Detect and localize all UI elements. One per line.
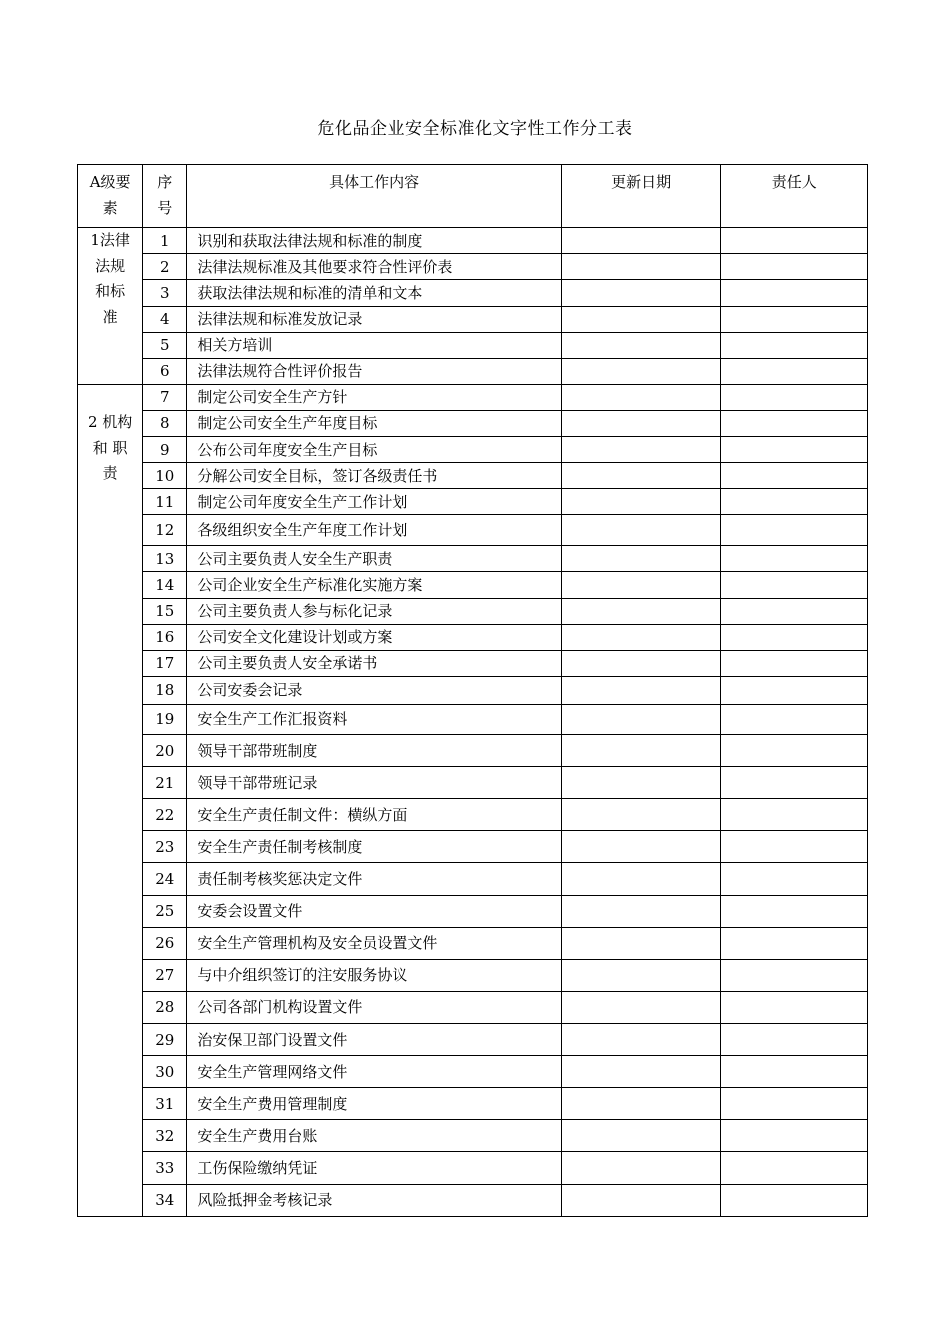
row-responsible-cell bbox=[721, 704, 868, 734]
row-date-cell bbox=[561, 863, 721, 895]
row-task: 分解公司安全目标，签订各级责任书 bbox=[187, 463, 561, 489]
row-responsible-cell bbox=[721, 1152, 868, 1184]
row-responsible-cell bbox=[721, 332, 868, 358]
row-date-cell bbox=[561, 1152, 721, 1184]
row-date-cell bbox=[561, 228, 721, 254]
row-number: 6 bbox=[143, 358, 187, 384]
row-number: 28 bbox=[143, 991, 187, 1023]
table-row bbox=[78, 624, 868, 650]
row-date-cell bbox=[561, 463, 721, 489]
row-task: 制定公司安全生产年度目标 bbox=[187, 410, 561, 436]
table-row bbox=[78, 799, 868, 831]
row-number: 10 bbox=[143, 463, 187, 489]
row-number: 17 bbox=[143, 650, 187, 676]
row-responsible-cell bbox=[721, 624, 868, 650]
header-element bbox=[78, 165, 143, 228]
header-element-line: 素 bbox=[102, 199, 118, 217]
row-date-cell bbox=[561, 799, 721, 831]
row-number: 2 bbox=[143, 254, 187, 280]
table-row bbox=[78, 228, 868, 254]
row-number: 18 bbox=[143, 676, 187, 704]
row-responsible-cell bbox=[721, 358, 868, 384]
row-responsible-cell bbox=[721, 254, 868, 280]
row-responsible-cell bbox=[721, 650, 868, 676]
table-row bbox=[78, 306, 868, 332]
table-row bbox=[78, 598, 868, 624]
table-row bbox=[78, 676, 868, 704]
table-row bbox=[78, 463, 868, 489]
header-element-line: A级要 bbox=[89, 173, 131, 191]
row-number: 1 bbox=[143, 228, 187, 254]
row-responsible-cell bbox=[721, 676, 868, 704]
row-task: 领导干部带班制度 bbox=[187, 735, 561, 767]
table-row bbox=[78, 410, 868, 436]
header-date: 更新日期 bbox=[561, 165, 721, 228]
row-number: 34 bbox=[143, 1184, 187, 1216]
row-responsible-cell bbox=[721, 546, 868, 572]
row-responsible-cell bbox=[721, 515, 868, 546]
row-number: 32 bbox=[143, 1120, 187, 1152]
row-number: 7 bbox=[143, 384, 187, 410]
row-date-cell bbox=[561, 515, 721, 546]
row-number: 3 bbox=[143, 280, 187, 306]
row-task: 与中介组织签订的注安服务协议 bbox=[187, 959, 561, 991]
header-number-line: 序 bbox=[157, 173, 173, 191]
header-number-line: 号 bbox=[157, 199, 173, 217]
row-task: 安全生产工作汇报资料 bbox=[187, 704, 561, 734]
row-date-cell bbox=[561, 280, 721, 306]
table-row bbox=[78, 1152, 868, 1184]
table-body bbox=[78, 165, 868, 1217]
table-row bbox=[78, 927, 868, 959]
table-row bbox=[78, 384, 868, 410]
row-responsible-cell bbox=[721, 410, 868, 436]
table-row bbox=[78, 895, 868, 927]
row-date-cell bbox=[561, 489, 721, 515]
row-responsible-cell bbox=[721, 280, 868, 306]
row-number: 31 bbox=[143, 1088, 187, 1120]
row-responsible-cell bbox=[721, 436, 868, 462]
row-responsible-cell bbox=[721, 831, 868, 863]
row-responsible-cell bbox=[721, 799, 868, 831]
header-responsible: 责任人 bbox=[721, 165, 868, 228]
element-group-line: 法规 bbox=[95, 256, 126, 275]
row-responsible-cell bbox=[721, 959, 868, 991]
row-task: 公司主要负责人安全承诺书 bbox=[187, 650, 561, 676]
row-task: 公司主要负责人安全生产职责 bbox=[187, 546, 561, 572]
table-row bbox=[78, 1024, 868, 1056]
table-row bbox=[78, 991, 868, 1023]
row-task: 各级组织安全生产年度工作计划 bbox=[187, 515, 561, 546]
row-responsible-cell bbox=[721, 228, 868, 254]
row-responsible-cell bbox=[721, 489, 868, 515]
document-title: 危化品企业安全标准化文字性工作分工表 bbox=[317, 119, 633, 139]
row-responsible-cell bbox=[721, 463, 868, 489]
row-number: 11 bbox=[143, 489, 187, 515]
row-date-cell bbox=[561, 1088, 721, 1120]
row-date-cell bbox=[561, 895, 721, 927]
table-row bbox=[78, 863, 868, 895]
row-task: 治安保卫部门设置文件 bbox=[187, 1024, 561, 1056]
table-row bbox=[78, 546, 868, 572]
row-date-cell bbox=[561, 306, 721, 332]
row-number: 15 bbox=[143, 598, 187, 624]
row-number: 21 bbox=[143, 767, 187, 799]
table-row bbox=[78, 650, 868, 676]
row-task: 领导干部带班记录 bbox=[187, 767, 561, 799]
element-group-cell bbox=[78, 228, 143, 385]
row-number: 20 bbox=[143, 735, 187, 767]
row-task: 公司安委会记录 bbox=[187, 676, 561, 704]
row-task: 安全生产责任制考核制度 bbox=[187, 831, 561, 863]
row-task: 法律法规符合性评价报告 bbox=[187, 358, 561, 384]
row-task: 法律法规标准及其他要求符合性评价表 bbox=[187, 254, 561, 280]
row-date-cell bbox=[561, 598, 721, 624]
row-responsible-cell bbox=[721, 991, 868, 1023]
row-number: 27 bbox=[143, 959, 187, 991]
row-task: 识别和获取法律法规和标准的制度 bbox=[187, 228, 561, 254]
row-number: 33 bbox=[143, 1152, 187, 1184]
header-row bbox=[78, 165, 868, 228]
table-row bbox=[78, 358, 868, 384]
table-row bbox=[78, 436, 868, 462]
row-date-cell bbox=[561, 436, 721, 462]
row-task: 安委会设置文件 bbox=[187, 895, 561, 927]
row-date-cell bbox=[561, 332, 721, 358]
table-row bbox=[78, 831, 868, 863]
row-task: 公司各部门机构设置文件 bbox=[187, 991, 561, 1023]
row-date-cell bbox=[561, 546, 721, 572]
row-responsible-cell bbox=[721, 572, 868, 598]
row-number: 19 bbox=[143, 704, 187, 734]
element-group-line: 2 机构 bbox=[87, 413, 133, 432]
row-task: 法律法规和标准发放记录 bbox=[187, 306, 561, 332]
row-responsible-cell bbox=[721, 927, 868, 959]
row-responsible-cell bbox=[721, 1088, 868, 1120]
row-date-cell bbox=[561, 831, 721, 863]
table-row bbox=[78, 1088, 868, 1120]
row-task: 工伤保险缴纳凭证 bbox=[187, 1152, 561, 1184]
row-number: 30 bbox=[143, 1056, 187, 1088]
row-responsible-cell bbox=[721, 1120, 868, 1152]
row-date-cell bbox=[561, 991, 721, 1023]
row-number: 9 bbox=[143, 436, 187, 462]
table-row bbox=[78, 489, 868, 515]
element-group-line: 和 职 bbox=[92, 438, 128, 457]
header-number bbox=[143, 165, 187, 228]
header-task: 具体工作内容 bbox=[187, 165, 561, 228]
element-group-line: 1法律 bbox=[90, 231, 130, 250]
row-date-cell bbox=[561, 1184, 721, 1216]
element-group-line bbox=[78, 385, 142, 411]
row-date-cell bbox=[561, 704, 721, 734]
row-date-cell bbox=[561, 624, 721, 650]
row-date-cell bbox=[561, 676, 721, 704]
row-responsible-cell bbox=[721, 767, 868, 799]
row-responsible-cell bbox=[721, 895, 868, 927]
row-number: 16 bbox=[143, 624, 187, 650]
row-number: 24 bbox=[143, 863, 187, 895]
row-number: 25 bbox=[143, 895, 187, 927]
row-responsible-cell bbox=[721, 598, 868, 624]
table-row bbox=[78, 515, 868, 546]
table-row bbox=[78, 959, 868, 991]
row-task: 公司主要负责人参与标化记录 bbox=[187, 598, 561, 624]
row-responsible-cell bbox=[721, 1184, 868, 1216]
row-task: 公布公司年度安全生产目标 bbox=[187, 436, 561, 462]
row-task: 公司安全文化建设计划或方案 bbox=[187, 624, 561, 650]
row-task: 安全生产管理网络文件 bbox=[187, 1056, 561, 1088]
table-row bbox=[78, 735, 868, 767]
row-date-cell bbox=[561, 1024, 721, 1056]
element-group-line: 准 bbox=[102, 307, 118, 326]
row-task: 制定公司年度安全生产工作计划 bbox=[187, 489, 561, 515]
row-task: 安全生产费用台账 bbox=[187, 1120, 561, 1152]
table-row bbox=[78, 767, 868, 799]
row-responsible-cell bbox=[721, 1024, 868, 1056]
row-date-cell bbox=[561, 767, 721, 799]
table-row bbox=[78, 254, 868, 280]
row-task: 获取法律法规和标准的清单和文本 bbox=[187, 280, 561, 306]
row-task: 安全生产管理机构及安全员设置文件 bbox=[187, 927, 561, 959]
row-task: 相关方培训 bbox=[187, 332, 561, 358]
row-responsible-cell bbox=[721, 1056, 868, 1088]
row-responsible-cell bbox=[721, 735, 868, 767]
row-task: 风险抵押金考核记录 bbox=[187, 1184, 561, 1216]
row-date-cell bbox=[561, 1120, 721, 1152]
row-date-cell bbox=[561, 959, 721, 991]
row-number: 26 bbox=[143, 927, 187, 959]
row-number: 22 bbox=[143, 799, 187, 831]
row-task: 安全生产责任制文件：横纵方面 bbox=[187, 799, 561, 831]
row-number: 12 bbox=[143, 515, 187, 546]
row-date-cell bbox=[561, 572, 721, 598]
row-task: 公司企业安全生产标准化实施方案 bbox=[187, 572, 561, 598]
row-task: 责任制考核奖惩决定文件 bbox=[187, 863, 561, 895]
table-row bbox=[78, 572, 868, 598]
row-number: 13 bbox=[143, 546, 187, 572]
row-date-cell bbox=[561, 384, 721, 410]
table-row bbox=[78, 332, 868, 358]
row-number: 23 bbox=[143, 831, 187, 863]
row-number: 8 bbox=[143, 410, 187, 436]
element-group-cell bbox=[78, 384, 143, 1216]
row-number: 4 bbox=[143, 306, 187, 332]
row-date-cell bbox=[561, 358, 721, 384]
row-number: 29 bbox=[143, 1024, 187, 1056]
element-group-line: 责 bbox=[102, 464, 118, 483]
table-row bbox=[78, 1120, 868, 1152]
table-row bbox=[78, 280, 868, 306]
table-row bbox=[78, 1056, 868, 1088]
row-date-cell bbox=[561, 410, 721, 436]
row-date-cell bbox=[561, 735, 721, 767]
row-date-cell bbox=[561, 927, 721, 959]
row-task: 安全生产费用管理制度 bbox=[187, 1088, 561, 1120]
work-assignment-table bbox=[77, 164, 868, 1217]
table-row bbox=[78, 1184, 868, 1216]
row-responsible-cell bbox=[721, 306, 868, 332]
row-task: 制定公司安全生产方针 bbox=[187, 384, 561, 410]
row-number: 5 bbox=[143, 332, 187, 358]
row-date-cell bbox=[561, 254, 721, 280]
row-date-cell bbox=[561, 650, 721, 676]
row-number: 14 bbox=[143, 572, 187, 598]
table-row bbox=[78, 704, 868, 734]
row-responsible-cell bbox=[721, 863, 868, 895]
row-date-cell bbox=[561, 1056, 721, 1088]
element-group-line: 和标 bbox=[95, 282, 126, 301]
row-responsible-cell bbox=[721, 384, 868, 410]
